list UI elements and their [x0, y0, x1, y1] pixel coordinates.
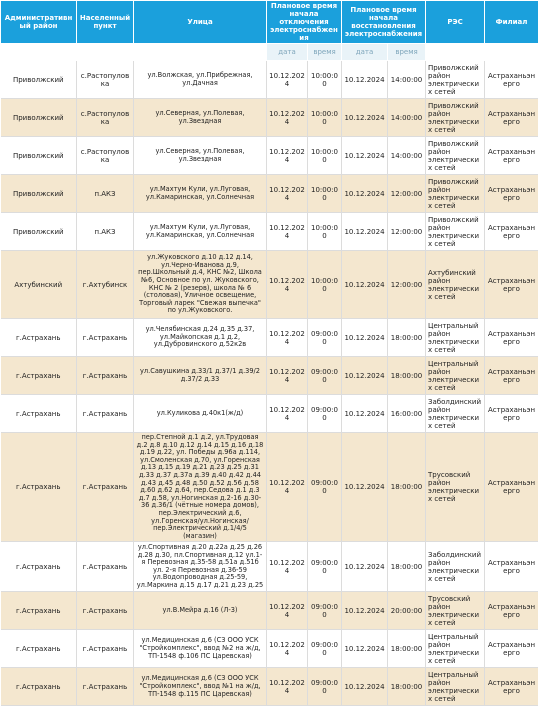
- street-cell: ул.Савушкина д.33/1 д.37/1 д.39/2 д.37/2 д.33: [134, 357, 267, 395]
- street-cell: ул.В.Мейра д.16 (Л-3): [134, 592, 267, 630]
- on-time-cell: 12:00:00: [388, 251, 426, 319]
- off-date-cell: 10.12.2024: [267, 99, 308, 137]
- locality-cell: г.Астрахань: [77, 319, 134, 357]
- off-date-cell: 10.12.2024: [267, 433, 308, 542]
- on-date-cell: 10.12.2024: [342, 357, 388, 395]
- branch-cell: Астраханьэнерго: [485, 668, 538, 706]
- street-cell: ул.Махтум Кули, ул.Луговая, ул.Камаринская, ул.Солнечная: [134, 175, 267, 213]
- res-cell: Центральный район электрических сетей: [426, 357, 485, 395]
- subheader-blank: [134, 44, 267, 61]
- district-cell: Приволжский: [1, 61, 77, 99]
- street-cell: пер.Степной д.1 д.2, ул.Трудовая д.2 д.8 д.10 д.12 д.14 д.15 д.16 д.18 д.19 д.22, ул. Победы д.96а д.114, ул.Смоленская д.70, ул.Горенская д.13 д.15 д.19 д.21 д.23 д.25 д.31 д.33 д.37 д.37а д.39 д.40 д.42 д.44 д.43 д.45 д.48 д.50 д.52 д.56 д.58 д.60 д.62 д.64, пер.Седова д.1 д.3 д.7 д.58, ул.Ногинская д.2-16 д.30-36 д.36/1 (чётные номера домов), пер.Электрический д.6, ул.Горенская/ул.Ногинская/ пер.Электрический д.1/4/5 (магазин): [134, 433, 267, 542]
- off-time-cell: 09:00:00: [308, 668, 342, 706]
- off-date-cell: 10.12.2024: [267, 395, 308, 433]
- off-date-cell: 10.12.2024: [267, 592, 308, 630]
- street-cell: ул.Северная, ул.Полевая, ул.Звездная: [134, 137, 267, 175]
- off-time-cell: 10:00:00: [308, 213, 342, 251]
- column-header-off-time: Плановое время начала отключения электроснабжения: [267, 1, 342, 44]
- branch-cell: Астраханьэнерго: [485, 433, 538, 542]
- subheader-off-date: дата: [267, 44, 308, 61]
- table-row: [1, 542, 538, 592]
- off-date-cell: 10.12.2024: [267, 668, 308, 706]
- table-row: [1, 630, 538, 668]
- table-row: [1, 213, 538, 251]
- district-cell: Приволжский: [1, 213, 77, 251]
- off-time-cell: 09:00:00: [308, 630, 342, 668]
- on-date-cell: 10.12.2024: [342, 99, 388, 137]
- on-time-cell: 18:00:00: [388, 357, 426, 395]
- on-date-cell: 10.12.2024: [342, 668, 388, 706]
- branch-cell: Астраханьэнерго: [485, 137, 538, 175]
- table-row: [1, 592, 538, 630]
- branch-cell: Астраханьэнерго: [485, 542, 538, 592]
- column-header-on-time: Плановое время начала восстановления электроснабжения: [342, 1, 426, 44]
- off-time-cell: 10:00:00: [308, 175, 342, 213]
- district-cell: Ахтубинский: [1, 251, 77, 319]
- on-date-cell: 10.12.2024: [342, 213, 388, 251]
- branch-cell: Астраханьэнерго: [485, 61, 538, 99]
- off-time-cell: 10:00:00: [308, 137, 342, 175]
- street-cell: ул.Спортивная д.20 д.22а д.25 д.26 д.28 д.30, пл.Спортивная д.12 ул.1-я Перевозная д.35-58 д.51а д.51б ул. 2-я Перевозная д.36-59 ул.Водопроводная д.25-59, ул.Маркина д.15 д.17 д.21 д.23 д.25: [134, 542, 267, 592]
- branch-cell: Астраханьэнерго: [485, 213, 538, 251]
- subheader-off-time: время: [308, 44, 342, 61]
- subheader-on-date: дата: [342, 44, 388, 61]
- locality-cell: г.Астрахань: [77, 357, 134, 395]
- header-row: [1, 1, 538, 44]
- locality-cell: п.АКЗ: [77, 175, 134, 213]
- on-date-cell: 10.12.2024: [342, 542, 388, 592]
- res-cell: Приволжский район электрических сетей: [426, 137, 485, 175]
- on-time-cell: 18:00:00: [388, 433, 426, 542]
- branch-cell: Астраханьэнерго: [485, 630, 538, 668]
- branch-cell: Астраханьэнерго: [485, 357, 538, 395]
- off-date-cell: 10.12.2024: [267, 319, 308, 357]
- street-cell: ул.Махтум Кули, ул.Луговая, ул.Камаринская, ул.Солнечная: [134, 213, 267, 251]
- locality-cell: с.Растопуловка: [77, 99, 134, 137]
- street-cell: ул.Волжская, ул.Прибрежная, ул.Дачная: [134, 61, 267, 99]
- locality-cell: г.Астрахань: [77, 542, 134, 592]
- off-time-cell: 09:00:00: [308, 542, 342, 592]
- off-time-cell: 09:00:00: [308, 433, 342, 542]
- on-time-cell: 18:00:00: [388, 630, 426, 668]
- on-date-cell: 10.12.2024: [342, 395, 388, 433]
- res-cell: Приволжский район электрических сетей: [426, 61, 485, 99]
- off-time-cell: 10:00:00: [308, 251, 342, 319]
- table-row: [1, 99, 538, 137]
- off-date-cell: 10.12.2024: [267, 630, 308, 668]
- off-date-cell: 10.12.2024: [267, 137, 308, 175]
- subheader-blank: [77, 44, 134, 61]
- off-time-cell: 09:00:00: [308, 592, 342, 630]
- off-time-cell: 09:00:00: [308, 357, 342, 395]
- column-header-street: Улица: [134, 1, 267, 44]
- street-cell: ул.Челябинская д.24 д.35 д.37, ул.Майкопская д.1 д.2, ул.Дубровинского д.52к2в: [134, 319, 267, 357]
- locality-cell: г.Ахтубинск: [77, 251, 134, 319]
- res-cell: Заболдинский район электрических сетей: [426, 542, 485, 592]
- table-row: [1, 137, 538, 175]
- off-time-cell: 10:00:00: [308, 99, 342, 137]
- branch-cell: Астраханьэнерго: [485, 592, 538, 630]
- branch-cell: Астраханьэнерго: [485, 395, 538, 433]
- on-time-cell: 18:00:00: [388, 668, 426, 706]
- on-date-cell: 10.12.2024: [342, 592, 388, 630]
- table-row: [1, 251, 538, 319]
- locality-cell: с.Растопуловка: [77, 61, 134, 99]
- district-cell: г.Астрахань: [1, 319, 77, 357]
- district-cell: г.Астрахань: [1, 592, 77, 630]
- locality-cell: г.Астрахань: [77, 668, 134, 706]
- res-cell: Приволжский район электрических сетей: [426, 175, 485, 213]
- on-date-cell: 10.12.2024: [342, 433, 388, 542]
- table-row: [1, 668, 538, 706]
- res-cell: Центральный район электрических сетей: [426, 319, 485, 357]
- off-time-cell: 09:00:00: [308, 395, 342, 433]
- table-body: [1, 61, 538, 706]
- on-date-cell: 10.12.2024: [342, 137, 388, 175]
- column-header-locality: Населенный пункт: [77, 1, 134, 44]
- on-time-cell: 14:00:00: [388, 99, 426, 137]
- district-cell: г.Астрахань: [1, 433, 77, 542]
- off-date-cell: 10.12.2024: [267, 175, 308, 213]
- locality-cell: с.Растопуловка: [77, 137, 134, 175]
- on-time-cell: 18:00:00: [388, 319, 426, 357]
- street-cell: ул.Куликова д.40к1(ж/д): [134, 395, 267, 433]
- subheader-on-time: время: [388, 44, 426, 61]
- on-date-cell: 10.12.2024: [342, 319, 388, 357]
- street-cell: ул.Жуковского д.10 д.12 д.14, ул.Черно-Иванова д.9, пер.Школьный д.4, КНС №2, Школа №6, Основное по ул. Жуковского, КНС № 2 (резерв), школа № 6 (столовая), Уличное освещение, Торговый ларек "Свежая выпечка" по ул.Жуковского.: [134, 251, 267, 319]
- branch-cell: Астраханьэнерго: [485, 251, 538, 319]
- branch-cell: Астраханьэнерго: [485, 319, 538, 357]
- table-row: [1, 433, 538, 542]
- off-time-cell: 09:00:00: [308, 319, 342, 357]
- table-row: [1, 395, 538, 433]
- column-header-res: РЭС: [426, 1, 485, 44]
- district-cell: г.Астрахань: [1, 542, 77, 592]
- table-row: [1, 175, 538, 213]
- district-cell: г.Астрахань: [1, 630, 77, 668]
- res-cell: Приволжский район электрических сетей: [426, 99, 485, 137]
- on-time-cell: 20:00:00: [388, 592, 426, 630]
- district-cell: г.Астрахань: [1, 395, 77, 433]
- res-cell: Трусовский район электрических сетей: [426, 433, 485, 542]
- on-time-cell: 14:00:00: [388, 137, 426, 175]
- on-time-cell: 12:00:00: [388, 213, 426, 251]
- district-cell: г.Астрахань: [1, 357, 77, 395]
- on-date-cell: 10.12.2024: [342, 630, 388, 668]
- table-row: [1, 319, 538, 357]
- table-row: [1, 357, 538, 395]
- locality-cell: г.Астрахань: [77, 395, 134, 433]
- off-date-cell: 10.12.2024: [267, 213, 308, 251]
- subheader-row: [1, 44, 538, 61]
- locality-cell: п.АКЗ: [77, 213, 134, 251]
- on-time-cell: 18:00:00: [388, 542, 426, 592]
- off-date-cell: 10.12.2024: [267, 251, 308, 319]
- res-cell: Приволжский район электрических сетей: [426, 213, 485, 251]
- street-cell: ул.Северная, ул.Полевая, ул.Звездная: [134, 99, 267, 137]
- subheader-blank: [485, 44, 538, 61]
- off-date-cell: 10.12.2024: [267, 542, 308, 592]
- district-cell: Приволжский: [1, 137, 77, 175]
- off-date-cell: 10.12.2024: [267, 357, 308, 395]
- on-date-cell: 10.12.2024: [342, 175, 388, 213]
- street-cell: ул.Медицинская д.6 (СЗ ООО УСК "Стройкомплекс", ввод №2 на ж/д, ТП-1548 ф.106 ПС Царевская): [134, 630, 267, 668]
- on-time-cell: 12:00:00: [388, 175, 426, 213]
- on-time-cell: 14:00:00: [388, 61, 426, 99]
- on-date-cell: 10.12.2024: [342, 251, 388, 319]
- district-cell: Приволжский: [1, 99, 77, 137]
- branch-cell: Астраханьэнерго: [485, 175, 538, 213]
- locality-cell: г.Астрахань: [77, 433, 134, 542]
- on-time-cell: 16:00:00: [388, 395, 426, 433]
- district-cell: г.Астрахань: [1, 668, 77, 706]
- off-date-cell: 10.12.2024: [267, 61, 308, 99]
- locality-cell: г.Астрахань: [77, 630, 134, 668]
- table-row: [1, 61, 538, 99]
- subheader-blank: [426, 44, 485, 61]
- res-cell: Трусовский район электрических сетей: [426, 592, 485, 630]
- branch-cell: Астраханьэнерго: [485, 99, 538, 137]
- res-cell: Заболдинский район электрических сетей: [426, 395, 485, 433]
- column-header-district: Административный район: [1, 1, 77, 44]
- locality-cell: г.Астрахань: [77, 592, 134, 630]
- subheader-blank: [1, 44, 77, 61]
- street-cell: ул.Медицинская д.6 (СЗ ООО УСК "Стройкомплекс", ввод №1 на ж/д, ТП-1548 ф.115 ПС Царевская): [134, 668, 267, 706]
- off-time-cell: 10:00:00: [308, 61, 342, 99]
- res-cell: Центральный район электрических сетей: [426, 668, 485, 706]
- on-date-cell: 10.12.2024: [342, 61, 388, 99]
- district-cell: Приволжский: [1, 175, 77, 213]
- res-cell: Ахтубинский район электрических сетей: [426, 251, 485, 319]
- res-cell: Центральный район электрических сетей: [426, 630, 485, 668]
- column-header-branch: Филиал: [485, 1, 538, 44]
